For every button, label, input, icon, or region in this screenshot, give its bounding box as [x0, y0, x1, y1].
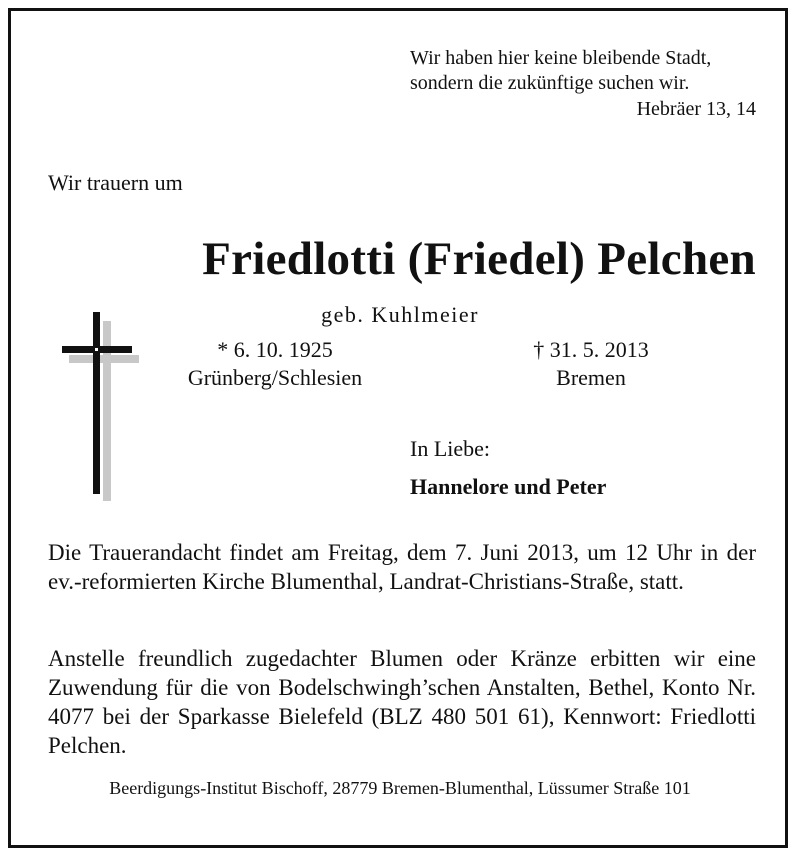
death-info — [484, 336, 698, 392]
mourners — [410, 430, 606, 506]
birth-date: * 6. 10. 1925 — [217, 337, 333, 362]
cross-icon — [60, 312, 140, 502]
service-paragraph: Die Trauerandacht findet am Freitag, dem 7. Juni 2013, um 12 Uhr in der ev.-reformierten Kirche Blumenthal, Landrat-Christians-Straße, statt. — [48, 540, 756, 594]
birth-info — [160, 336, 390, 392]
mourners-label: In Liebe: — [410, 436, 491, 461]
birth-place: Grünberg/Schlesien — [187, 365, 363, 390]
bible-quote — [410, 46, 756, 122]
death-date: † 31. 5. 2013 — [533, 337, 649, 362]
intro-text: Wir trauern um — [48, 170, 183, 195]
quote-line-1: Wir haben hier keine bleibende Stadt, — [410, 47, 712, 69]
death-place: Bremen — [556, 365, 626, 390]
maiden-name: geb. Kuhlmeier — [321, 302, 479, 327]
funeral-home-footer: Beerdigungs-Institut Bischoff, 28779 Bremen-Blumenthal, Lüssumer Straße 101 — [109, 778, 691, 798]
donation-paragraph: Anstelle freundlich zugedachter Blumen oder Kränze erbitten wir eine Zuwendung für die von Bodelschwingh’schen Anstalten, Bethel, Konto Nr. 4077 bei der Sparkasse Bielefeld (BLZ 480 501 61), Kennwort: Friedlotti Pelchen. — [48, 646, 756, 758]
quote-line-2: sondern die zukünftige suchen wir. — [410, 72, 690, 94]
mourners-names: Hannelore und Peter — [410, 474, 607, 499]
deceased-name: Friedlotti (Friedel) Pelchen — [202, 233, 756, 285]
quote-reference: Hebräer 13, 14 — [636, 98, 756, 120]
